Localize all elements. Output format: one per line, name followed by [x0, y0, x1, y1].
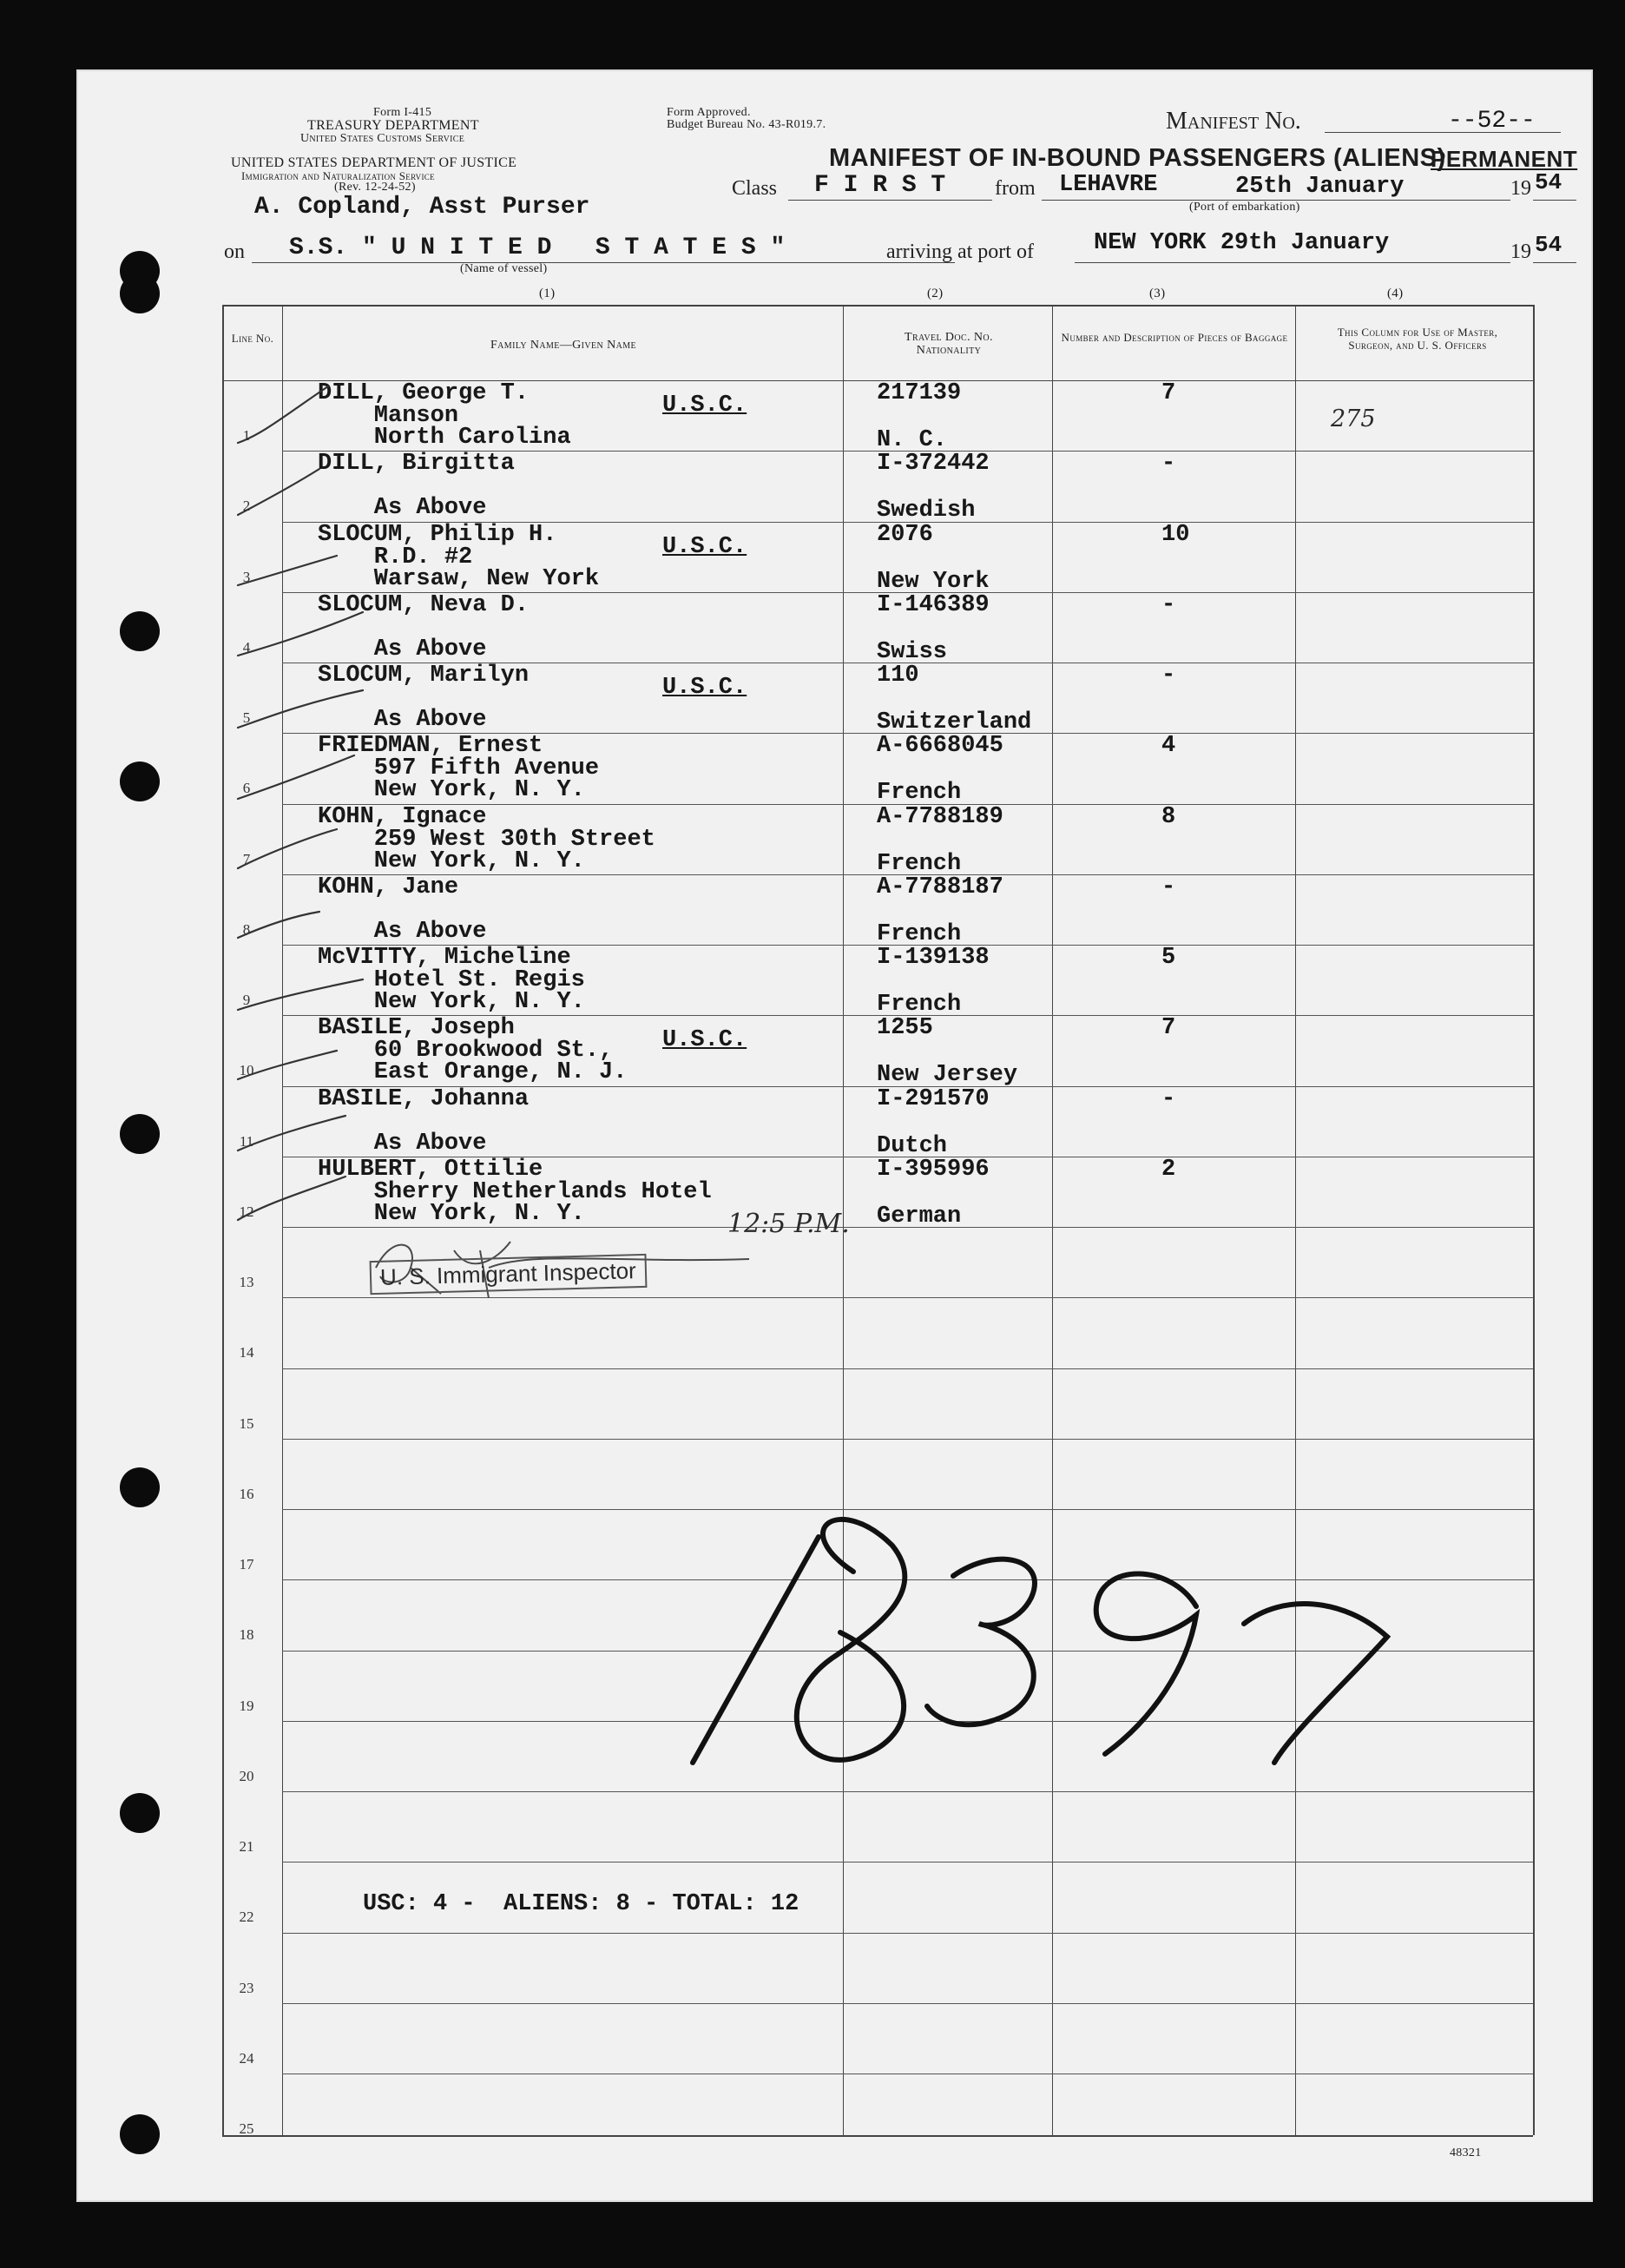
- baggage-count: 2: [1161, 1156, 1176, 1183]
- arrival-port-date: NEW YORK 29th January: [1094, 230, 1390, 256]
- baggage-count: 10: [1161, 521, 1190, 548]
- handwritten-number: [667, 1493, 1448, 1789]
- line-number: 4: [242, 638, 251, 656]
- travel-doc-number: 1255: [877, 1015, 933, 1042]
- travel-doc-number: I-139138: [877, 945, 990, 971]
- passenger-name: SLOCUM, Philip H.: [318, 521, 557, 548]
- vessel-name: S.S. " U N I T E D S T A T E S ": [289, 234, 786, 261]
- passenger-name: KOHN, Ignace: [318, 803, 487, 830]
- nationality: Swiss: [877, 638, 948, 665]
- passenger-name: KOHN, Jane: [318, 874, 459, 900]
- form-approved: Form Approved.: [667, 106, 751, 119]
- form-footer-number: 48321: [1450, 2146, 1482, 2159]
- line-number: 18: [239, 1626, 254, 1644]
- travel-doc-number: I-372442: [877, 451, 990, 478]
- stamp-initials: 12:5 P.M.: [727, 1209, 850, 1239]
- port-of-embarkation: LEHAVRE: [1059, 172, 1158, 198]
- passenger-address-2: As Above: [318, 918, 487, 945]
- line-number: 14: [239, 1344, 254, 1361]
- manifest-no-label: Manifest No.: [1166, 108, 1301, 135]
- line-number: 24: [239, 2049, 254, 2067]
- nationality: French: [877, 780, 962, 807]
- port-caption: (Port of embarkation): [1189, 201, 1300, 214]
- justice-dept: UNITED STATES DEPARTMENT OF JUSTICE: [231, 155, 517, 170]
- permanent-stamp: PERMANENT: [1431, 146, 1578, 172]
- usc-marker: U.S.C.: [662, 675, 747, 701]
- baggage-count: 5: [1161, 945, 1176, 971]
- purser-name: A. Copland, Asst Purser: [254, 194, 590, 221]
- passenger-address-1: Sherry Netherlands Hotel: [318, 1178, 712, 1205]
- manifest-page: [76, 69, 1593, 2202]
- handwritten-strokes: [693, 1520, 1387, 1763]
- passenger-name: SLOCUM, Neva D.: [318, 591, 530, 618]
- passenger-name: DILL, Birgitta: [318, 451, 515, 478]
- year-prefix: 19: [1510, 177, 1531, 200]
- nationality: Dutch: [877, 1132, 948, 1159]
- col-header-officers: This Column for Use of Master, Surgeon, and U. S. Officers: [1337, 326, 1498, 352]
- punch-hole: [120, 761, 160, 801]
- baggage-count: -: [1161, 591, 1176, 618]
- check-mark-strokes: [238, 386, 363, 1220]
- baggage-count: 7: [1161, 1015, 1176, 1042]
- col-number-2: (2): [927, 287, 944, 300]
- budget-bureau: Budget Bureau No. 43-R019.7.: [667, 118, 826, 131]
- embarkation-year: 54: [1535, 169, 1562, 195]
- vessel-caption: (Name of vessel): [460, 262, 548, 275]
- travel-doc-number: 110: [877, 663, 919, 689]
- line-number: 20: [239, 1767, 254, 1784]
- nationality: German: [877, 1203, 962, 1230]
- travel-doc-number: I-395996: [877, 1156, 990, 1183]
- passenger-address-1: 259 West 30th Street: [318, 826, 655, 853]
- line-number: 11: [239, 1132, 254, 1150]
- passenger-address-2: North Carolina: [318, 425, 571, 451]
- line-number: 2: [242, 498, 251, 515]
- passenger-address-2: As Above: [318, 1130, 487, 1157]
- punch-hole: [120, 1793, 160, 1833]
- manifest-title: MANIFEST OF IN-BOUND PASSENGERS (ALIENS): [829, 144, 1446, 172]
- arriving-label: arriving at port of: [886, 241, 1034, 263]
- line-number: 19: [239, 1697, 254, 1714]
- passenger-address-1: 597 Fifth Avenue: [318, 755, 600, 782]
- baggage-count: 4: [1161, 733, 1176, 760]
- passenger-name: BASILE, Johanna: [318, 1085, 530, 1112]
- revision-date: (Rev. 12-24-52): [334, 181, 416, 194]
- passenger-address-2: As Above: [318, 707, 487, 733]
- passenger-address-2: East Orange, N. J.: [318, 1059, 628, 1086]
- col-header-line-no: Line No.: [231, 332, 274, 345]
- line-number: 9: [242, 992, 251, 1008]
- passenger-name: DILL, George T.: [318, 380, 530, 406]
- travel-doc-number: A-7788189: [877, 803, 1003, 830]
- treasury-dept: TREASURY DEPARTMENT: [307, 118, 479, 133]
- passenger-address-2: As Above: [318, 495, 487, 522]
- nationality: New Jersey: [877, 1062, 1018, 1089]
- passenger-address-2: As Above: [318, 636, 487, 663]
- passenger-address-2: Warsaw, New York: [318, 565, 600, 592]
- line-number: 13: [239, 1274, 254, 1290]
- col-header-name: Family Name—Given Name: [490, 339, 636, 352]
- baggage-count: -: [1161, 451, 1176, 478]
- from-label: from: [995, 177, 1036, 200]
- col-number-1: (1): [539, 287, 556, 300]
- line-number: 12: [239, 1203, 254, 1220]
- passenger-address-1: Manson: [318, 403, 459, 429]
- col-number-3: (3): [1149, 287, 1166, 300]
- passenger-address-1: Hotel St. Regis: [318, 967, 585, 993]
- punch-hole: [120, 611, 160, 651]
- passenger-name: HULBERT, Ottilie: [318, 1156, 543, 1183]
- nationality: French: [877, 992, 962, 1018]
- passenger-name: McVITTY, Micheline: [318, 945, 571, 971]
- inspector-stamp: U. S. Immigrant Inspector: [370, 1254, 648, 1295]
- baggage-count: 8: [1161, 803, 1176, 830]
- check-marks: [76, 69, 1593, 2202]
- manifest-number: --52--: [1448, 108, 1536, 135]
- line-number: 8: [242, 920, 251, 938]
- arrival-year: 54: [1535, 232, 1562, 258]
- line-number: 1: [242, 427, 251, 444]
- col-header-baggage: Number and Description of Pieces of Baggage: [1061, 331, 1288, 344]
- passenger-address-2: New York, N. Y.: [318, 989, 585, 1015]
- customs-service: United States Customs Service: [300, 132, 465, 145]
- punch-hole: [120, 2114, 160, 2154]
- passenger-address-1: 60 Brookwood St.,: [318, 1038, 614, 1065]
- baggage-count: 7: [1161, 380, 1176, 406]
- usc-marker: U.S.C.: [662, 392, 747, 419]
- officer-note: 275: [1331, 405, 1376, 432]
- passenger-name: SLOCUM, Marilyn: [318, 663, 530, 689]
- line-number: 10: [239, 1062, 254, 1079]
- line-number: 22: [239, 1909, 254, 1926]
- on-label: on: [224, 241, 245, 263]
- passenger-address-2: New York, N. Y.: [318, 777, 585, 804]
- nationality: Switzerland: [877, 709, 1032, 735]
- punch-hole: [120, 274, 160, 313]
- line-number: 21: [239, 1838, 254, 1855]
- travel-doc-number: I-291570: [877, 1085, 990, 1112]
- baggage-count: -: [1161, 874, 1176, 900]
- passenger-name: BASILE, Joseph: [318, 1015, 515, 1042]
- usc-marker: U.S.C.: [662, 1027, 747, 1054]
- nationality: French: [877, 850, 962, 877]
- passenger-name: FRIEDMAN, Ernest: [318, 733, 543, 760]
- arrival-year-prefix: 19: [1510, 241, 1531, 263]
- line-number: 15: [239, 1414, 254, 1432]
- col-number-4: (4): [1387, 287, 1404, 300]
- line-number: 17: [239, 1556, 254, 1572]
- travel-doc-number: A-7788187: [877, 874, 1003, 900]
- col-header-travel-doc: Travel Doc. No. Nationality: [905, 331, 993, 357]
- nationality: French: [877, 920, 962, 947]
- form-number: Form I-415: [373, 106, 432, 119]
- line-number: 7: [242, 850, 251, 867]
- travel-doc-number: 2076: [877, 521, 933, 548]
- class-value: F I R S T: [814, 172, 946, 199]
- line-number: 23: [239, 1979, 254, 1996]
- line-number: 16: [239, 1485, 254, 1502]
- passenger-address-1: R.D. #2: [318, 544, 473, 570]
- travel-doc-number: A-6668045: [877, 733, 1003, 760]
- punch-hole: [120, 1467, 160, 1507]
- usc-marker: U.S.C.: [662, 533, 747, 560]
- baggage-count: -: [1161, 663, 1176, 689]
- line-number: 25: [239, 2120, 254, 2137]
- class-label: Class: [732, 177, 778, 200]
- nationality: New York: [877, 568, 990, 595]
- baggage-count: -: [1161, 1085, 1176, 1112]
- travel-doc-number: I-146389: [877, 591, 990, 618]
- line-number: 5: [242, 709, 251, 726]
- summary-totals: USC: 4 - ALIENS: 8 - TOTAL: 12: [363, 1891, 799, 1917]
- punch-hole: [120, 1114, 160, 1154]
- embarkation-date: 25th January: [1235, 174, 1405, 200]
- line-number: 3: [242, 568, 251, 585]
- passenger-address-2: New York, N. Y.: [318, 1200, 585, 1227]
- nationality: N. C.: [877, 427, 948, 453]
- ins-service: Immigration and Naturalization Service: [241, 169, 435, 182]
- line-number: 6: [242, 780, 251, 797]
- passenger-address-2: New York, N. Y.: [318, 847, 585, 874]
- nationality: Swedish: [877, 498, 976, 524]
- travel-doc-number: 217139: [877, 380, 962, 406]
